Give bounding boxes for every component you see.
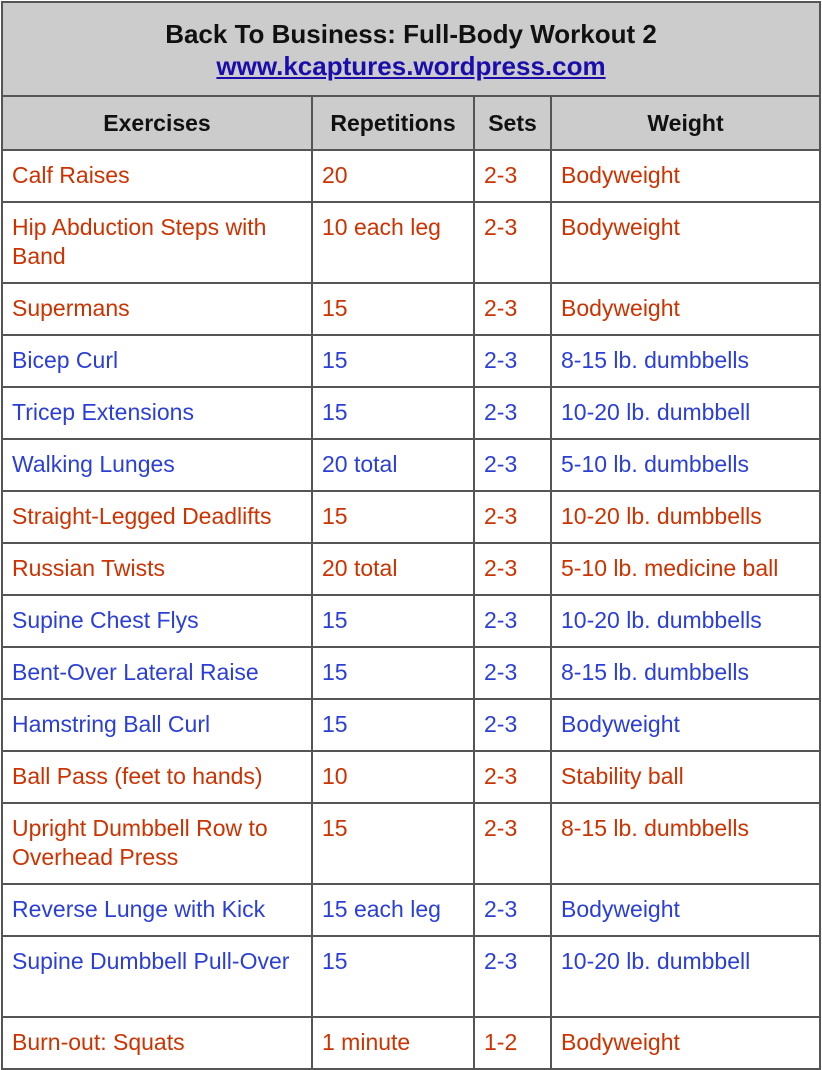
weight-cell: 8-15 lb. dumbbells xyxy=(551,335,820,387)
exercise-cell: Walking Lunges xyxy=(2,439,312,491)
repetitions-cell: 20 xyxy=(312,150,474,202)
table-row xyxy=(2,884,820,936)
exercise-cell: Tricep Extensions xyxy=(2,387,312,439)
repetitions-cell: 15 xyxy=(312,491,474,543)
sets-cell: 2-3 xyxy=(474,491,551,543)
weight-cell: 8-15 lb. dumbbells xyxy=(551,647,820,699)
table-row xyxy=(2,439,820,491)
sets-cell: 2-3 xyxy=(474,150,551,202)
repetitions-cell: 1 minute xyxy=(312,1017,474,1069)
sets-cell: 2-3 xyxy=(474,283,551,335)
table-row xyxy=(2,335,820,387)
table-row xyxy=(2,150,820,202)
sets-cell: 2-3 xyxy=(474,202,551,283)
exercise-cell: Upright Dumbbell Row to Overhead Press xyxy=(2,803,312,884)
table-row xyxy=(2,699,820,751)
sets-cell: 2-3 xyxy=(474,936,551,1017)
repetitions-cell: 15 xyxy=(312,699,474,751)
sets-cell: 2-3 xyxy=(474,884,551,936)
table-row xyxy=(2,936,820,1017)
weight-cell: 10-20 lb. dumbbell xyxy=(551,387,820,439)
column-header-row xyxy=(2,96,820,150)
weight-cell: Bodyweight xyxy=(551,884,820,936)
sets-cell: 2-3 xyxy=(474,335,551,387)
weight-cell: 10-20 lb. dumbbells xyxy=(551,491,820,543)
weight-cell: Bodyweight xyxy=(551,1017,820,1069)
table-row xyxy=(2,595,820,647)
table-row xyxy=(2,543,820,595)
sets-cell: 2-3 xyxy=(474,647,551,699)
exercise-cell: Bicep Curl xyxy=(2,335,312,387)
table-row xyxy=(2,1017,820,1069)
repetitions-cell: 15 each leg xyxy=(312,884,474,936)
page-title: Back To Business: Full-Body Workout 2 xyxy=(165,19,657,49)
sets-cell: 2-3 xyxy=(474,439,551,491)
exercise-cell: Supine Dumbbell Pull-Over xyxy=(2,936,312,1017)
exercise-cell: Bent-Over Lateral Raise xyxy=(2,647,312,699)
sets-cell: 1-2 xyxy=(474,1017,551,1069)
repetitions-cell: 20 total xyxy=(312,439,474,491)
sets-cell: 2-3 xyxy=(474,751,551,803)
column-header-repetitions: Repetitions xyxy=(312,96,474,150)
weight-cell: 5-10 lb. dumbbells xyxy=(551,439,820,491)
sets-cell: 2-3 xyxy=(474,803,551,884)
column-header-sets: Sets xyxy=(474,96,551,150)
sets-cell: 2-3 xyxy=(474,699,551,751)
weight-cell: 10-20 lb. dumbbell xyxy=(551,936,820,1017)
weight-cell: 10-20 lb. dumbbells xyxy=(551,595,820,647)
weight-cell: Bodyweight xyxy=(551,283,820,335)
table-row xyxy=(2,647,820,699)
exercise-cell: Ball Pass (feet to hands) xyxy=(2,751,312,803)
repetitions-cell: 10 xyxy=(312,751,474,803)
website-link[interactable]: www.kcaptures.wordpress.com xyxy=(216,51,606,81)
table-row xyxy=(2,491,820,543)
table-row xyxy=(2,387,820,439)
repetitions-cell: 15 xyxy=(312,335,474,387)
repetitions-cell: 15 xyxy=(312,595,474,647)
repetitions-cell: 20 total xyxy=(312,543,474,595)
exercise-cell: Russian Twists xyxy=(2,543,312,595)
exercise-cell: Hamstring Ball Curl xyxy=(2,699,312,751)
weight-cell: Stability ball xyxy=(551,751,820,803)
sets-cell: 2-3 xyxy=(474,595,551,647)
title-cell xyxy=(2,2,820,96)
exercise-cell: Calf Raises xyxy=(2,150,312,202)
weight-cell: 8-15 lb. dumbbells xyxy=(551,803,820,884)
table-row xyxy=(2,283,820,335)
weight-cell: Bodyweight xyxy=(551,150,820,202)
repetitions-cell: 15 xyxy=(312,387,474,439)
weight-cell: Bodyweight xyxy=(551,699,820,751)
exercise-cell: Straight-Legged Deadlifts xyxy=(2,491,312,543)
exercise-cell: Reverse Lunge with Kick xyxy=(2,884,312,936)
sets-cell: 2-3 xyxy=(474,543,551,595)
exercise-cell: Supine Chest Flys xyxy=(2,595,312,647)
table-body xyxy=(2,150,820,1069)
weight-cell: Bodyweight xyxy=(551,202,820,283)
weight-cell: 5-10 lb. medicine ball xyxy=(551,543,820,595)
repetitions-cell: 15 xyxy=(312,936,474,1017)
column-header-weight: Weight xyxy=(551,96,820,150)
column-header-exercises: Exercises xyxy=(2,96,312,150)
sets-cell: 2-3 xyxy=(474,387,551,439)
exercise-cell: Supermans xyxy=(2,283,312,335)
exercise-cell: Burn-out: Squats xyxy=(2,1017,312,1069)
exercise-cell: Hip Abduction Steps with Band xyxy=(2,202,312,283)
table-row xyxy=(2,751,820,803)
repetitions-cell: 15 xyxy=(312,803,474,884)
table-row xyxy=(2,803,820,884)
table-row xyxy=(2,202,820,283)
workout-table xyxy=(1,1,821,1070)
repetitions-cell: 15 xyxy=(312,647,474,699)
repetitions-cell: 15 xyxy=(312,283,474,335)
repetitions-cell: 10 each leg xyxy=(312,202,474,283)
